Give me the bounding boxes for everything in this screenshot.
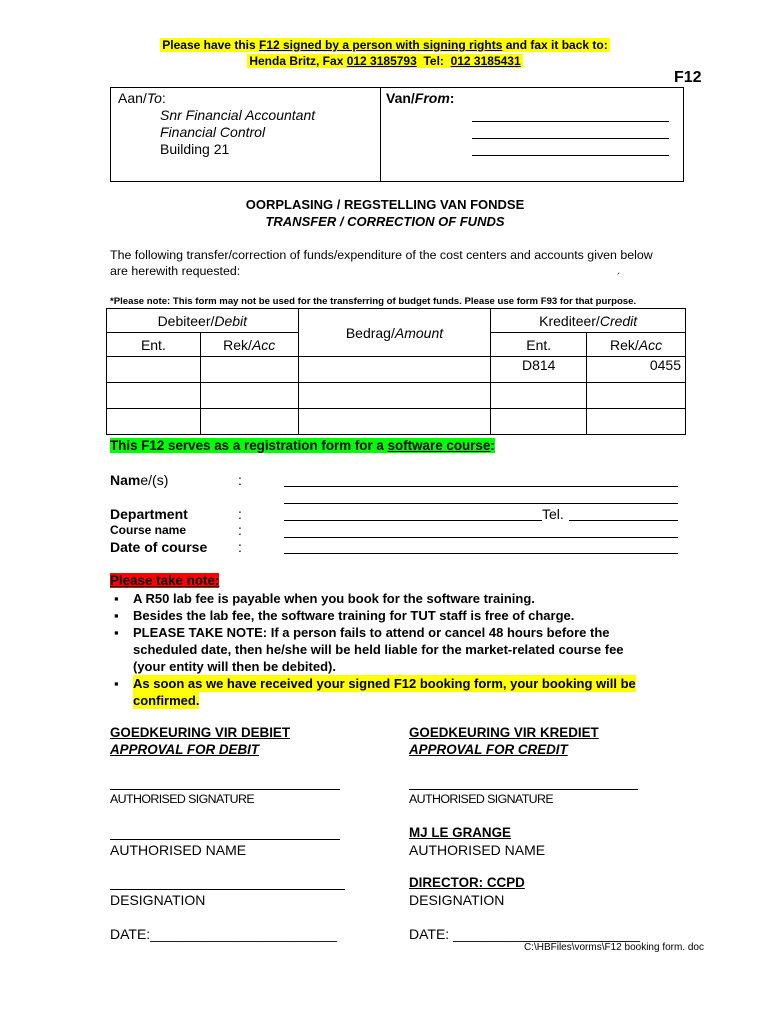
debit-acc-cell[interactable] [200, 357, 298, 383]
from-line-3[interactable] [472, 155, 669, 156]
name-colon: : [238, 472, 242, 488]
approval-credit-en: APPROVAL FOR CREDIT [409, 742, 568, 757]
table-row [107, 383, 686, 409]
credit-designation-value: DIRECTOR: CCPD [409, 875, 525, 890]
amount-cell[interactable] [298, 409, 491, 435]
debit-signature-label: AUTHORISED SIGNATURE [110, 792, 255, 806]
credit-acc-cell[interactable] [587, 409, 686, 435]
fax-number: 012 3185793 [346, 54, 417, 68]
debit-ent-cell[interactable] [107, 357, 201, 383]
registration-banner: This F12 serves as a registration form for a software course: [110, 438, 495, 453]
department-field[interactable] [284, 520, 542, 521]
intro-line-1: The following transfer/correction of funds/expenditure of the cost centers and accounts given below [110, 248, 653, 262]
amount-cell[interactable] [298, 357, 491, 383]
course-name-label: Course name [110, 523, 187, 537]
note-item-3: ▪ PLEASE TAKE NOTE: If a person fails to attend or cancel 48 hours before the scheduled date, then he/she will be held liable for the market-related course fee (your entity will then be debited). [114, 625, 624, 674]
note-item-1: ▪ A R50 lab fee is payable when you book for the software training. [114, 591, 535, 606]
credit-date[interactable]: DATE: ________________________ [409, 926, 640, 942]
note-item-4: ▪ As soon as we have received your signed F12 booking form, your booking will be confirmed. [114, 676, 636, 708]
date-of-course-colon: : [238, 539, 242, 555]
from-line-1[interactable] [472, 121, 669, 122]
credit-authorised-name-value: MJ LE GRANGE [409, 825, 511, 840]
header-line-1: Please have this F12 signed by a person with signing rights and fax it back to: [162, 38, 608, 52]
approval-debit-en: APPROVAL FOR DEBIT [110, 742, 260, 757]
debit-ent-cell[interactable] [107, 409, 201, 435]
debit-acc-cell[interactable] [200, 383, 298, 409]
debit-date[interactable]: DATE:________________________ [110, 926, 338, 942]
to-line-2: Financial Control [160, 124, 266, 140]
from-label: Van/From: [386, 90, 455, 106]
credit-signature-label: AUTHORISED SIGNATURE [409, 792, 554, 806]
course-name-field[interactable] [284, 537, 678, 538]
department-colon: : [238, 506, 242, 522]
debit-designation-line[interactable] [110, 889, 345, 890]
amount-header: Bedrag/Amount [298, 309, 491, 357]
credit-ent-header: Ent. [491, 333, 587, 357]
signing-rights-text: F12 signed by a person with signing rights [259, 38, 503, 52]
bullet-icon: ▪ [114, 591, 119, 606]
address-divider [380, 87, 381, 181]
budget-note: *Please note: This form may not be used for the transferring of budget funds. Please use form F93 for that purpose. [110, 296, 637, 307]
debit-name-label: AUTHORISED NAME [110, 842, 247, 858]
debit-signature-line[interactable] [110, 789, 340, 790]
to-label: Aan/To: [118, 90, 166, 106]
intro-mark: ´ [617, 272, 621, 284]
bullet-icon: ▪ [114, 625, 119, 640]
tel-number: 012 3185431 [450, 54, 521, 68]
tel-label: Tel. [542, 506, 564, 522]
credit-acc-cell[interactable] [587, 383, 686, 409]
footer-file-path: C:\HBFiles\vorms\F12 booking form. doc [523, 942, 704, 953]
header-line-2: Henda Britz, Fax 012 3185793 Tel: 012 3185431 [249, 54, 521, 68]
notes-list [114, 590, 694, 709]
approval-credit-af: GOEDKEURING VIR KREDIET [409, 725, 599, 740]
course-name-colon: : [238, 522, 242, 538]
debit-acc-header: Rek/Acc [200, 333, 298, 357]
form-code: F12 [674, 69, 702, 86]
table-row [107, 357, 686, 383]
tel-field[interactable] [569, 520, 678, 521]
debit-acc-cell[interactable] [200, 409, 298, 435]
funds-table [106, 308, 686, 435]
bullet-icon: ▪ [114, 608, 119, 623]
title-afrikaans: OORPLASING / REGSTELLING VAN FONDSE [245, 197, 525, 212]
amount-cell[interactable] [298, 383, 491, 409]
debit-header: Debiteer/Debit [107, 309, 299, 333]
debit-designation-label: DESIGNATION [110, 892, 206, 908]
notes-heading: Please take note: [110, 573, 220, 588]
date-of-course-label: Date of course [110, 539, 208, 555]
debit-name-line[interactable] [110, 839, 340, 840]
debit-ent-header: Ent. [107, 333, 201, 357]
credit-name-label: AUTHORISED NAME [409, 842, 546, 858]
intro-line-2: are herewith requested: [110, 264, 241, 278]
bullet-icon: ▪ [114, 676, 119, 691]
credit-designation-label: DESIGNATION [409, 892, 505, 908]
name-field-2[interactable] [284, 503, 678, 504]
from-line-2[interactable] [472, 138, 669, 139]
note-item-2: ▪ Besides the lab fee, the software training for TUT staff is free of charge. [114, 608, 575, 623]
title-english: TRANSFER / CORRECTION OF FUNDS [265, 214, 505, 229]
table-row [107, 409, 686, 435]
credit-signature-line[interactable] [409, 789, 638, 790]
name-label: Name/(s) [110, 472, 169, 488]
credit-ent-cell[interactable]: D814 [491, 357, 587, 383]
to-line-1: Snr Financial Accountant [160, 107, 316, 123]
name-field-1[interactable] [284, 486, 678, 487]
credit-ent-cell[interactable] [491, 409, 587, 435]
credit-header: Krediteer/Credit [491, 309, 686, 333]
credit-ent-cell[interactable] [491, 383, 587, 409]
approval-debit-af: GOEDKEURING VIR DEBIET [110, 725, 291, 740]
date-of-course-field[interactable] [284, 553, 678, 554]
credit-acc-header: Rek/Acc [587, 333, 686, 357]
debit-ent-cell[interactable] [107, 383, 201, 409]
department-label: Department [110, 506, 188, 522]
credit-acc-cell[interactable]: 0455 [587, 357, 686, 383]
to-line-3: Building 21 [160, 141, 230, 157]
